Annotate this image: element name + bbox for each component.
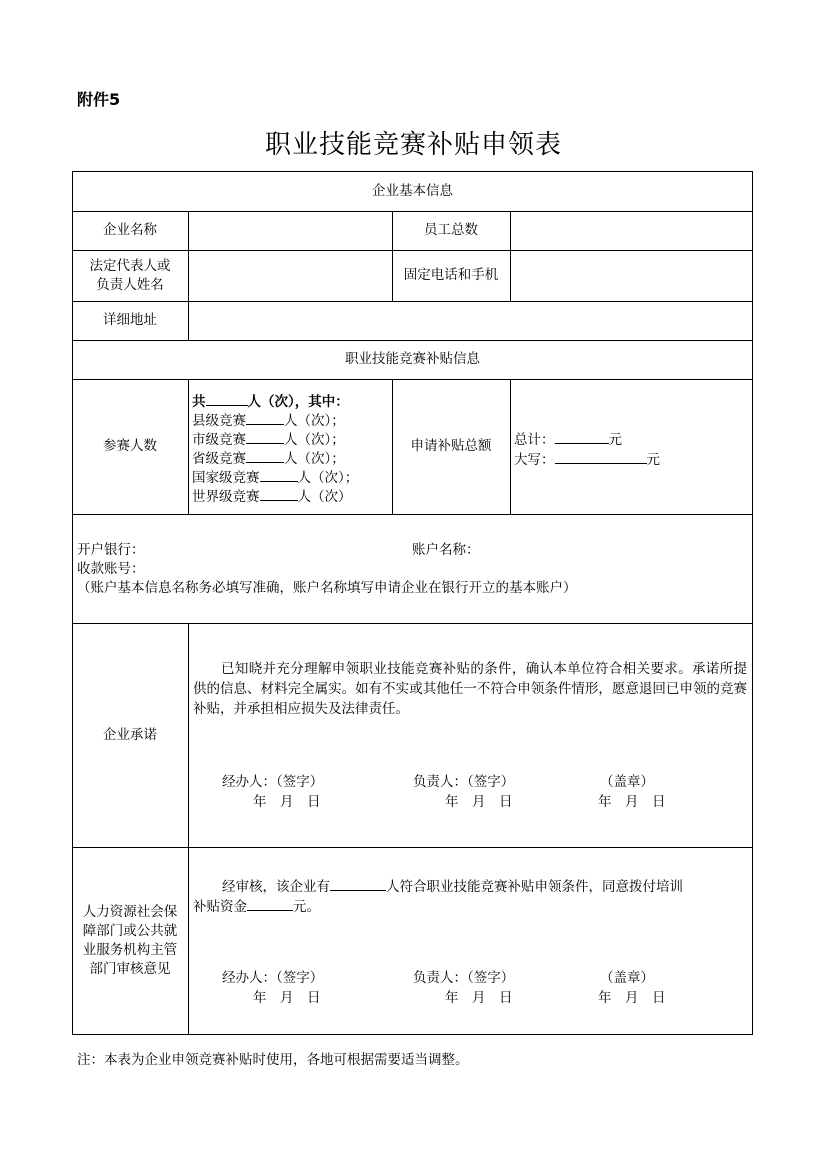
legal-rep-label-line1: 法定代表人或: [89, 257, 171, 274]
amount-capital-label: 大写：: [514, 452, 555, 468]
review-line2: [193, 896, 320, 917]
county-level-line: [192, 410, 345, 431]
review-part2: 人符合职业技能竞赛补贴申领条件，同意拨付培训: [386, 879, 683, 895]
review-part4: 元。: [293, 899, 320, 915]
national-level-blank[interactable]: [260, 467, 298, 482]
participants-total-suffix: 人（次），其中：: [247, 394, 349, 410]
commit-handler-date: 年 月 日: [253, 794, 321, 810]
amount-total-unit: 元: [608, 432, 622, 448]
footnote: 注：本表为企业申领竞赛补贴时使用，各地可根据需要适当调整。: [77, 1052, 469, 1068]
commit-seal: （盖章）: [600, 774, 654, 790]
review-funds-blank[interactable]: [247, 896, 293, 911]
commit-seal-date: 年 月 日: [598, 794, 666, 810]
world-level-line: [192, 486, 352, 507]
review-responsible-sign: 负责人：（签字）: [413, 970, 515, 986]
company-name-label: 企业名称: [103, 222, 157, 238]
bank-label: 开户银行：: [77, 542, 145, 558]
province-level-suffix: 人（次）；: [284, 451, 345, 467]
commitment-text: 已知晓并充分理解申领职业技能竞赛补贴的条件，确认本单位符合相关要求。承诺所提供的信息、材料完全属实。如有不实或其他任一不符合申领条件情形，愿意退回已申领的竞赛补贴，并承担相应损失及法律责任。: [193, 661, 747, 717]
review-people-blank[interactable]: [330, 876, 386, 891]
national-level-suffix: 人（次）；: [297, 470, 359, 486]
review-label-line4: 部门审核意见: [89, 961, 171, 977]
national-level-line: [192, 467, 358, 488]
phone-label: 固定电话和手机: [403, 267, 499, 283]
employee-total-label: 员工总数: [424, 222, 478, 238]
employee-total-field[interactable]: [511, 212, 751, 249]
participants-total-blank[interactable]: [206, 391, 248, 406]
attachment-label: 附件5: [77, 90, 121, 109]
review-label: [72, 847, 188, 1035]
section-basic-info: 企业基本信息: [372, 182, 453, 199]
county-level-name: 县级竞赛: [192, 413, 246, 429]
review-part1: 经审核，该企业有: [222, 879, 330, 895]
city-level-suffix: 人（次）；: [284, 432, 345, 448]
bank-note: （账户基本信息名称务必填写准确，账户名称填写申请企业在银行开立的基本账户）: [77, 580, 577, 596]
review-seal: （盖章）: [600, 970, 654, 986]
city-level-line: [192, 429, 345, 450]
review-line1: [222, 876, 683, 897]
world-level-suffix: 人（次）: [297, 489, 352, 505]
commit-handler-sign: 经办人：（签字）: [222, 774, 324, 790]
review-handler-date: 年 月 日: [253, 990, 321, 1006]
county-level-blank[interactable]: [246, 410, 284, 425]
amount-total-line: [514, 429, 622, 450]
city-level-name: 市级竞赛: [192, 432, 246, 448]
amount-capital-unit: 元: [646, 452, 660, 468]
world-level-blank[interactable]: [260, 486, 298, 501]
review-part3: 补贴资金: [193, 899, 247, 915]
section-subsidy-info: 职业技能竞赛补贴信息: [345, 351, 480, 367]
subsidy-total-label: 申请补贴总额: [410, 438, 492, 454]
account-no-label: 收款账号：: [77, 561, 145, 577]
commit-responsible-sign: 负责人：（签字）: [413, 774, 515, 790]
province-level-line: [192, 448, 345, 469]
review-responsible-date: 年 月 日: [445, 990, 513, 1006]
commit-responsible-date: 年 月 日: [445, 794, 513, 810]
amount-total-blank[interactable]: [555, 429, 609, 444]
review-label-line3: 业服务机构主管: [82, 942, 178, 958]
world-level-name: 世界级竞赛: [192, 489, 260, 505]
commitment-label: 企业承诺: [103, 726, 157, 743]
legal-rep-label-line2: 负责人姓名: [96, 276, 164, 293]
national-level-name: 国家级竞赛: [192, 470, 260, 486]
review-seal-date: 年 月 日: [598, 990, 666, 1006]
legal-rep-label: [72, 250, 188, 301]
participants-total-prefix: 共: [192, 394, 206, 410]
legal-rep-field[interactable]: [189, 251, 391, 300]
company-name-field[interactable]: [189, 212, 391, 249]
participants-label: 参赛人数: [103, 438, 157, 454]
city-level-blank[interactable]: [246, 429, 284, 444]
form-title: 职业技能竞赛补贴申领表: [264, 130, 562, 160]
address-field[interactable]: [189, 302, 751, 339]
amount-capital-blank[interactable]: [555, 449, 647, 464]
province-level-name: 省级竞赛: [192, 451, 246, 467]
participants-total-line: [192, 391, 349, 412]
amount-capital-line: [514, 449, 660, 470]
review-label-line2: 障部门或公共就: [82, 923, 178, 939]
province-level-blank[interactable]: [246, 448, 284, 463]
amount-total-label: 总计：: [514, 432, 555, 448]
review-label-line1: 人力资源社会保: [82, 904, 178, 920]
phone-field[interactable]: [511, 251, 751, 300]
county-level-suffix: 人（次）；: [284, 413, 345, 429]
account-name-label: 账户名称：: [412, 542, 480, 558]
review-handler-sign: 经办人：（签字）: [222, 970, 324, 986]
address-label: 详细地址: [103, 312, 157, 328]
